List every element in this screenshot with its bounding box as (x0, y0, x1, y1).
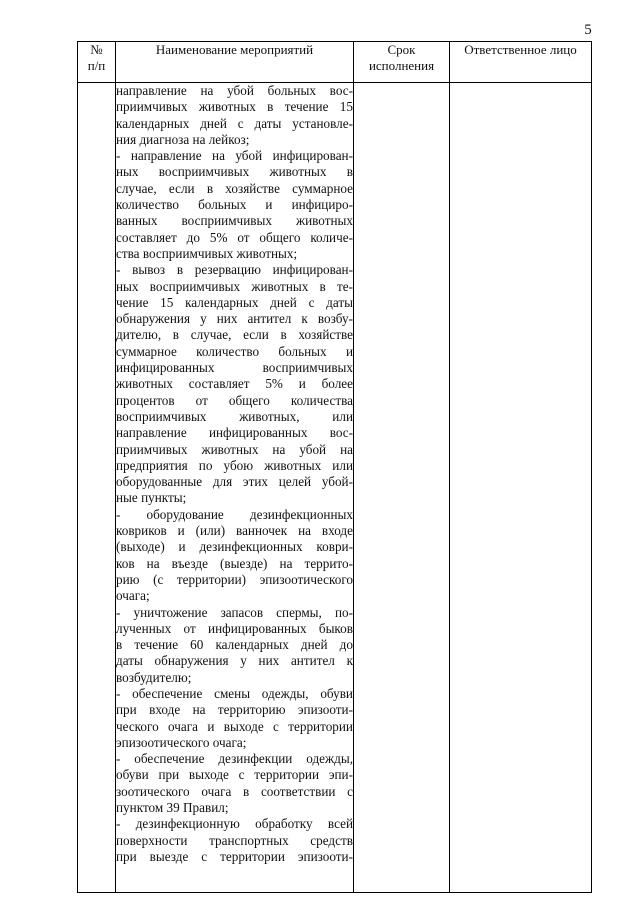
text-line: - обеспечение дезинфекции одежды, (116, 751, 353, 767)
text-line: даты обнаружения у них антител к (116, 653, 353, 669)
text-line: эпизоотического очага; (116, 734, 247, 750)
text-line: - дезинфекционную обработку всей (116, 816, 353, 832)
text-line: направление инфицированных вос- (116, 425, 353, 441)
cell-measures-text (116, 83, 354, 893)
header-responsible-line-1: Ответственное лицо (464, 42, 577, 57)
page-number: 5 (584, 22, 592, 38)
text-line: - вывоз в резервацию инфицирован- (116, 262, 353, 278)
measures-table (77, 41, 592, 893)
text-line: животных составляет 5% и более (116, 376, 353, 392)
text-line: обуви при выходе с территории эпи- (116, 767, 353, 783)
header-number (78, 42, 116, 83)
header-name (116, 42, 354, 83)
text-line: ных восприимчивых животных в те- (116, 278, 353, 294)
text-line: в течение 60 календарных дней до (116, 637, 353, 653)
text-line: ванных восприимчивых животных (116, 213, 353, 229)
text-line: очага; (116, 588, 150, 604)
text-line: при входе на территорию эпизооти- (116, 702, 353, 718)
header-responsible (450, 42, 592, 83)
text-line: предприятия по убою животных или (116, 457, 353, 473)
text-line: - направление на убой инфицирован- (116, 148, 353, 164)
text-line: чение 15 календарных дней с даты (116, 294, 353, 310)
text-line: при выезде с территории эпизооти- (116, 848, 353, 864)
text-line: ковриков и (или) ванночек на входе (116, 523, 353, 539)
text-line: рию (с территории) эпизоотического (116, 571, 353, 587)
text-line: обнаружения у них антител к возбу- (116, 311, 353, 327)
text-line: случае, если в хозяйстве суммарное (116, 180, 353, 196)
text-line: оборудованные для этих целей убой- (116, 474, 353, 490)
cell-number (78, 83, 116, 893)
text-line: пунктом 39 Правил; (116, 800, 229, 816)
text-line: суммарное количество больных и (116, 343, 353, 359)
text-line: ния диагноза на лейкоз; (116, 131, 250, 147)
text-line: - уничтожение запасов спермы, по- (116, 604, 353, 620)
text-line: зоотического очага в соответствии с (116, 783, 353, 799)
text-line: восприимчивых животных, или (116, 408, 353, 424)
text-line: ческого очага и выходе с территории (116, 718, 353, 734)
text-line: инфицированных восприимчивых (116, 360, 353, 376)
text-line: ства восприимчивых животных; (116, 245, 298, 261)
text-line: ных восприимчивых животных в (116, 164, 353, 180)
header-name-line-1: Наименование мероприятий (155, 42, 314, 57)
text-line: поверхности транспортных средств (116, 832, 353, 848)
header-deadline-line-1: Срок (387, 42, 416, 57)
cell-deadline (354, 83, 450, 893)
text-line: направление на убой больных вос- (116, 83, 353, 98)
text-line: приимчивых животных на убой на (116, 441, 353, 457)
table-row (78, 83, 592, 893)
header-deadline-line-2: исполнения (368, 58, 435, 73)
text-line: ные пункты; (116, 490, 187, 506)
text-line: возбудителю; (116, 669, 192, 685)
text-line: составляет до 5% от общего количе- (116, 229, 353, 245)
header-deadline (354, 42, 450, 83)
text-line: процентов от общего количества (116, 392, 353, 408)
text-line: - оборудование дезинфекционных (116, 506, 353, 522)
text-line: календарных дней с даты установле- (116, 115, 353, 131)
text-line: - обеспечение смены одежды, обуви (116, 685, 353, 701)
text-line: количество больных и инфициро- (116, 197, 353, 213)
text-line: (выходе) и дезинфекционных коври- (116, 539, 353, 555)
table-header-row (78, 42, 592, 83)
text-line: приимчивых животных в течение 15 (116, 99, 353, 115)
text-line: ков на въезде (выезде) на террито- (116, 555, 353, 571)
cell-responsible (450, 83, 592, 893)
text-line: дителю, в случае, если в хозяйстве (116, 327, 353, 343)
header-number-line-1: № (90, 42, 103, 57)
text-line: лученных от инфицированных быков (116, 620, 353, 636)
header-number-line-2: п/п (87, 58, 106, 73)
